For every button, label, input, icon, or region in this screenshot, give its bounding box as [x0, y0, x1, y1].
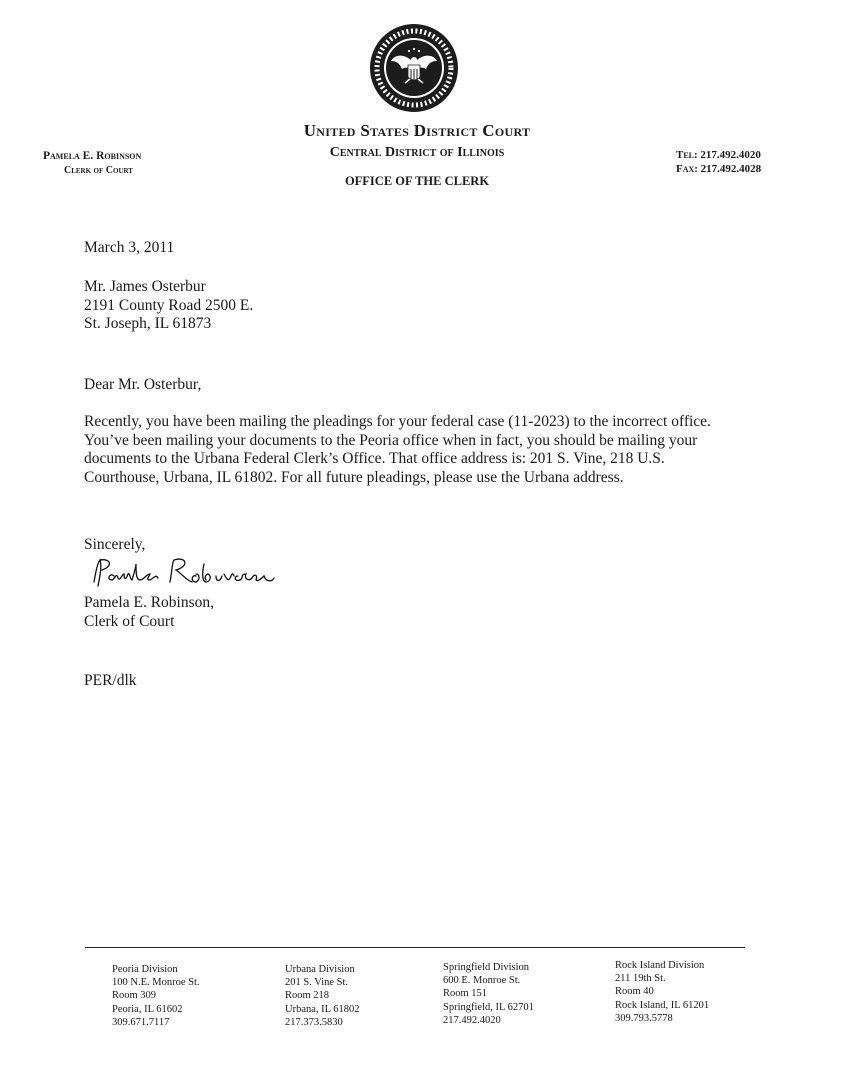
letterhead-clerk-name: Pamela E. Robinson	[43, 150, 142, 162]
division-line: Room 218	[285, 990, 330, 1002]
division-line: Rock Island, IL 61201	[615, 999, 710, 1011]
division-line: Room 151	[443, 988, 488, 1000]
recipient-line: Mr. James Osterbur	[84, 278, 206, 295]
division-line: Springfield, IL 62701	[443, 1001, 534, 1013]
division-line: Room 40	[615, 986, 654, 998]
office-of-clerk: OFFICE OF THE CLERK	[344, 174, 490, 188]
letter-date: March 3, 2011	[84, 239, 175, 256]
footer-divider	[85, 947, 745, 948]
fax-number: Fax: 217.492.4028	[676, 163, 762, 175]
closing: Sincerely,	[84, 536, 146, 553]
letterhead-clerk-title: Clerk of Court	[64, 165, 133, 176]
letter-body	[84, 413, 734, 487]
signature	[88, 552, 278, 596]
division-peoria	[112, 963, 200, 1029]
division-line: Urbana Division	[285, 964, 355, 975]
division-line: 217.492.4020	[443, 1014, 501, 1026]
division-line: Room 309	[112, 990, 157, 1002]
signer-title: Clerk of Court	[84, 612, 175, 630]
division-line: Peoria, IL 61602	[112, 1003, 183, 1015]
body-paragraph: Recently, you have been mailing the pleadings for your federal case (11-2023) to the incorrect office. You’ve been mailing your documents to the Peoria office when in fact, you should be mailing your documents to the Urbana Federal Clerk’s Office. That office address is: 201 S. Vine, 218 U.S. Courthouse, Urbana, IL 61802. For all future pleadings, please use the Urbana address.	[84, 413, 711, 486]
recipient-line: St. Joseph, IL 61873	[84, 315, 212, 332]
division-line: Springfield Division	[443, 962, 530, 973]
division-line: 201 S. Vine St.	[285, 977, 349, 989]
division-urbana	[285, 963, 360, 1029]
recipient-address	[84, 278, 253, 334]
division-line: Peoria Division	[112, 964, 178, 975]
salutation: Dear Mr. Osterbur,	[84, 376, 202, 393]
division-line: 309.671.7117	[112, 1016, 170, 1028]
division-line: 211 19th St.	[615, 973, 666, 985]
division-line: Urbana, IL 61802	[285, 1003, 360, 1015]
court-district: Central District of Illinois	[329, 145, 505, 160]
division-line: 600 E. Monroe St.	[443, 975, 521, 987]
signer-block	[84, 594, 214, 631]
court-seal-icon	[369, 23, 459, 113]
reference-initials: PER/dlk	[84, 672, 137, 689]
division-line: 100 N.E. Monroe St.	[112, 977, 200, 989]
division-line: 217.373.5830	[285, 1016, 343, 1028]
division-springfield	[443, 961, 534, 1027]
division-line: 309.793.5778	[615, 1012, 673, 1024]
division-rock-island	[615, 959, 709, 1025]
division-line: Rock Island Division	[615, 960, 705, 971]
signer-name: Pamela E. Robinson,	[84, 594, 215, 611]
court-name: United States District Court	[303, 121, 531, 140]
telephone-number: Tel: 217.492.4020	[676, 149, 761, 161]
recipient-line: 2191 County Road 2500 E.	[84, 296, 254, 314]
